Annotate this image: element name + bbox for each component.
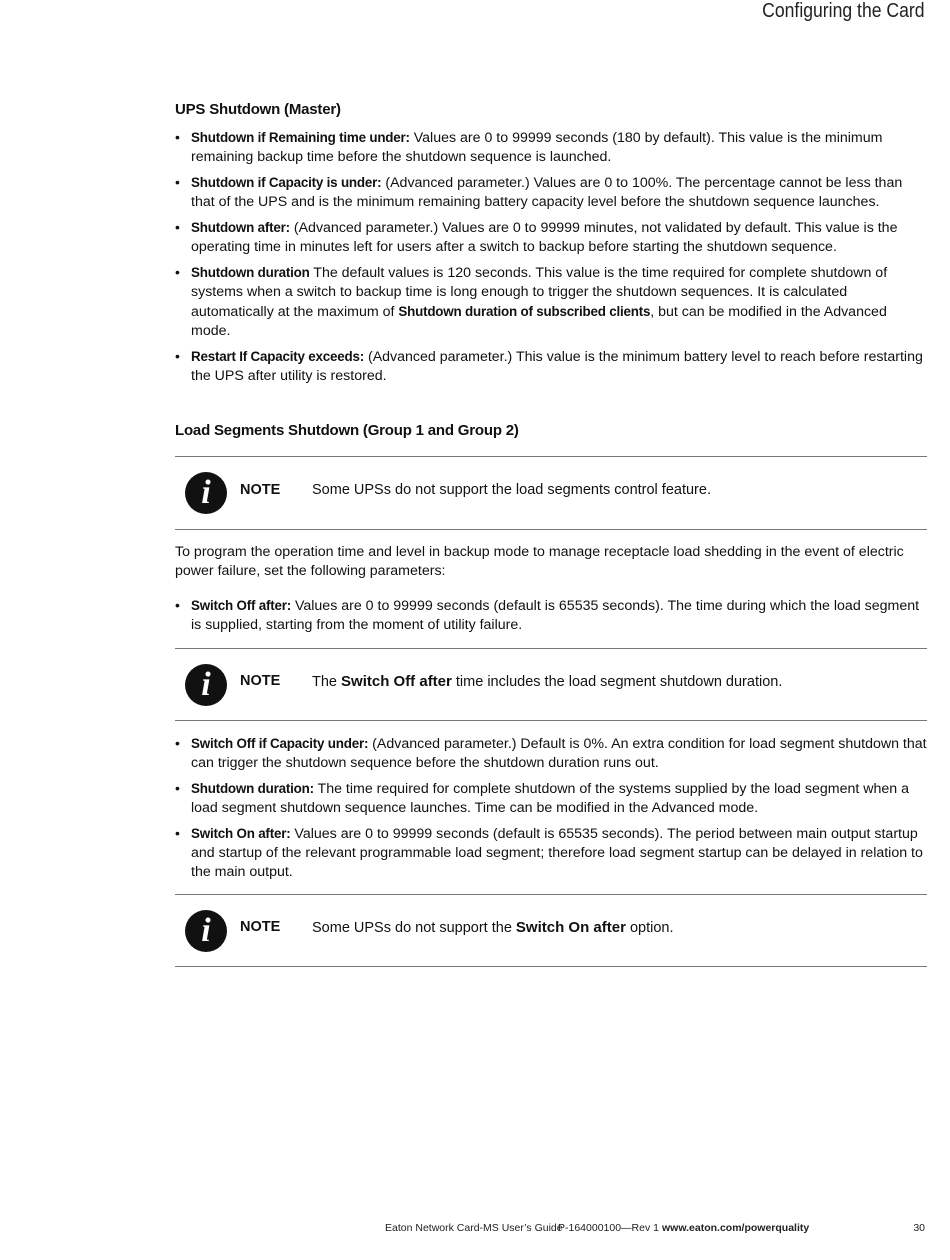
note-box [175,894,927,967]
item-text: The default values is 120 seconds. This value is the time required for complete shutdown of systems when a switch to backup time is long enough to trigger the shutdown sequences. It is calculated automatically at the maximum of [191,265,888,320]
note-text-part: time includes the load segment shutdown duration. [451,674,783,690]
item-strong: Shutdown duration of subscribed clients [398,304,651,319]
item-term: Shutdown after: [191,220,290,235]
note-text-part: The [312,674,342,690]
list-item [175,596,927,635]
running-header-section-title: Configuring the Card [762,0,925,22]
list-item [175,347,927,386]
list-item [175,779,927,818]
item-term: Switch On after: [191,826,291,841]
item-text: (Advanced parameter.) This value is the minimum battery level to reach before restarting the UPS after utility is restored. [191,349,923,384]
note-label: NOTE [240,919,281,935]
note-text-part: Some UPSs do not support the [312,920,516,936]
footer-url-link[interactable]: www.eaton.com/powerquality [662,1222,810,1234]
item-text: (Advanced parameter.) Values are 0 to 100%. The percentage cannot be less than that of the UPS and is the minimum remaining battery capacity level before the shutdown sequence launches. [191,175,903,210]
footer-guide-title: Eaton Network Card-MS User’s Guide [385,1222,563,1234]
ups-shutdown-list [175,128,927,392]
item-term: Switch Off if Capacity under: [191,736,369,751]
list-item [175,824,927,882]
item-text: Values are 0 to 99999 seconds (180 by default). This value is the minimum remaining backup time before the shutdown sequence is launched. [191,130,883,165]
heading-ups-shutdown: UPS Shutdown (Master) [175,101,341,118]
note-text-part: option. [625,920,674,936]
list-item [175,263,927,341]
list-item [175,218,927,257]
item-text: Values are 0 to 99999 seconds (default is 65535 seconds). The time during which the load segment is supplied, starting from the moment of utility failure. [191,598,920,633]
note-box [175,648,927,721]
info-icon: i [185,472,227,514]
item-text: (Advanced parameter.) Values are 0 to 99999 minutes, not validated by default. This value is the operating time in minutes left for users after a switch to backup before starting the shutdown sequence. [191,220,898,255]
note-box [175,456,927,530]
heading-load-segments: Load Segments Shutdown (Group 1 and Group 2) [175,422,519,439]
item-text: Values are 0 to 99999 seconds (default is 65535 seconds). The period between main output startup and startup of the relevant programmable load segment; therefore load segment startup can be delayed in relation to the main output. [191,826,923,880]
item-term: Shutdown if Capacity is under: [191,175,382,190]
footer-doc-number: P-164000100—Rev 1 [558,1222,659,1234]
item-term: Shutdown if Remaining time under: [191,130,410,145]
note-label: NOTE [240,673,281,689]
info-icon: i [185,910,227,952]
item-text: The time required for complete shutdown of the systems supplied by the load segment when a load segment shutdown sequence launches. Time can be modified in the Advanced mode. [191,781,909,816]
item-term: Restart If Capacity exceeds: [191,349,365,364]
note-text [312,919,674,936]
item-term: Switch Off after: [191,598,292,613]
item-term: Shutdown duration [191,265,310,280]
page-number: 30 [913,1222,925,1234]
item-text: , but can be modified in the Advanced mode. [191,304,887,339]
list-item [175,173,927,212]
note-text-strong: Switch On after [515,919,626,936]
note-text [312,673,782,690]
note-text: Some UPSs do not support the load segments control feature. [312,482,711,498]
item-text: (Advanced parameter.) Default is 0%. An extra condition for load segment shutdown that can trigger the shutdown sequence before the shutdown duration runs out. [191,736,927,771]
switch-off-list [175,596,927,641]
load-segment-options-list [175,734,927,888]
note-text-strong: Switch Off after [341,673,452,690]
list-item [175,734,927,773]
info-icon: i [185,664,227,706]
item-term: Shutdown duration: [191,781,314,796]
intro-paragraph: To program the operation time and level in backup mode to manage receptacle load shedding in the event of electric power failure, set the following parameters: [175,544,904,579]
note-label: NOTE [240,482,281,498]
list-item [175,128,927,167]
